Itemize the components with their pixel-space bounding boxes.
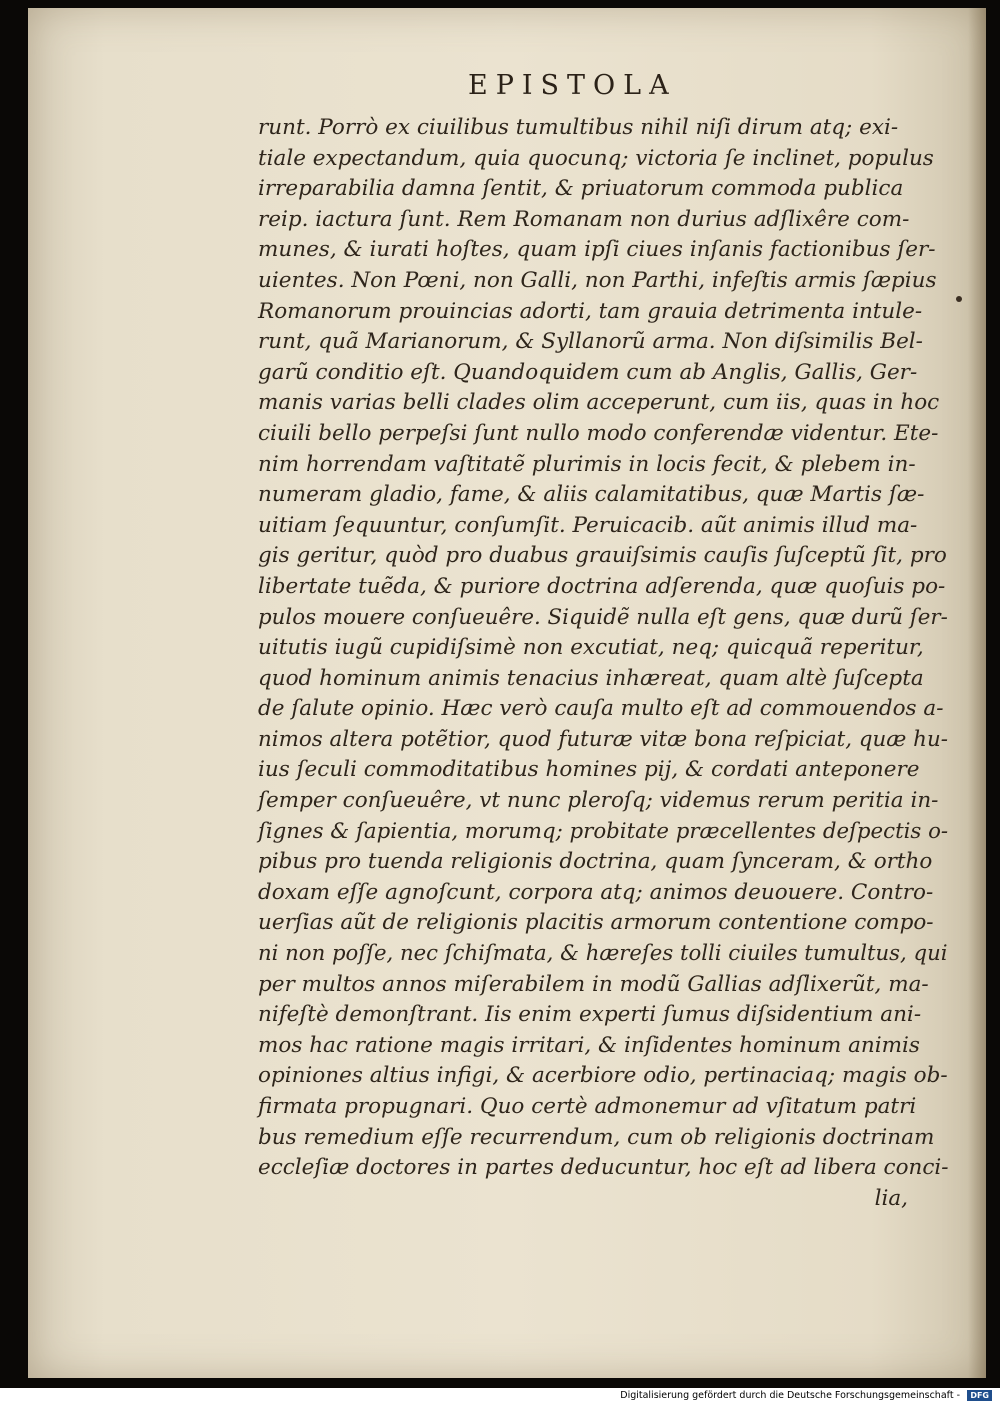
text-line: quod hominum animis tenacius inhæreat, quam altè ſuſcepta — [258, 665, 924, 691]
text-line: uitiam ſequuntur, conſumſit. Peruicacib. aũt animis illud ma- — [258, 512, 918, 538]
running-title: EPISTOLA — [468, 70, 677, 101]
text-line: munes, & iurati hoſtes, quam ipſi ciues inſanis factionibus ſer- — [258, 237, 936, 263]
book-page — [28, 8, 986, 1378]
funding-credit: Digitalisierung gefördert durch die Deutsche Forschungsgemeinschaft - — [620, 1390, 960, 1401]
text-line: ciuili bello perpeſsi ſunt nullo modo conferendæ videntur. Ete- — [258, 420, 939, 446]
text-line: de ſalute opinio. Hæc verò cauſa multo eſt ad commouendos a- — [258, 696, 944, 722]
text-line: libertate tuẽda, & puriore doctrina adſerenda, quæ quoſuis po- — [258, 573, 946, 599]
text-line: mos hac ratione magis irritari, & inſidentes hominum animis — [258, 1032, 920, 1058]
text-line: runt, quã Marianorum, & Syllanorũ arma. Non diſsimilis Bel- — [258, 329, 923, 355]
text-line: ſemper conſueuêre, vt nunc pleroſq; videmus rerum peritia in- — [258, 788, 939, 814]
ink-spot — [956, 296, 962, 302]
text-line: gis geritur, quòd pro duabus grauiſsimis cauſis ſuſceptũ ſit, pro — [258, 543, 947, 569]
digitization-footer — [0, 1388, 1000, 1404]
text-line: ſignes & ſapientia, morumq; probitate præcellentes deſpectis o- — [258, 818, 949, 844]
text-line: irreparabilia damna ſentit, & priuatorum commoda publica — [258, 176, 904, 202]
text-line: manis varias belli clades olim acceperunt, cum iis, quas in hoc — [258, 390, 940, 416]
body-text-block — [258, 113, 948, 1214]
text-line: garũ conditio eſt. Quandoquidem cum ab Anglis, Gallis, Ger- — [258, 359, 918, 385]
text-line: uitutis iugũ cupidiſsimè non excutiat, neq; quicquã reperitur, — [258, 635, 924, 661]
text-line: nimos altera potẽtior, quod futuræ vitæ bona reſpiciat, quæ hu- — [258, 726, 948, 752]
text-line: per multos annos miſerabilem in modũ Gallias adſlixerũt, ma- — [258, 971, 929, 997]
text-line: runt. Porrò ex ciuilibus tumultibus nihil niſi dirum atq; exi- — [258, 115, 899, 140]
text-line: nifeſtè demonſtrant. Iis enim experti ſumus diſsidentium ani- — [258, 1002, 922, 1028]
text-line: pibus pro tuenda religionis doctrina, quam ſynceram, & ortho — [258, 849, 933, 875]
text-line: pulos mouere conſueuêre. Siquidẽ nulla eſt gens, quæ durũ ſer- — [258, 604, 948, 630]
page-edge-shadow — [968, 8, 986, 1378]
text-line: Romanorum prouincias adorti, tam grauia detrimenta intule- — [258, 298, 923, 324]
text-line: ius ſeculi commoditatibus homines pij, & cordati anteponere — [258, 757, 920, 783]
text-line: opiniones altius infigi, & acerbiore odio, pertinaciaq; magis ob- — [258, 1063, 948, 1089]
text-line: numeram gladio, fame, & aliis calamitatibus, quæ Martis ſæ- — [258, 482, 925, 508]
text-line: uientes. Non Pœni, non Galli, non Parthi, infeſtis armis ſæpius — [258, 267, 937, 293]
text-line: uerſias aũt de religionis placitis armorum contentione compo- — [258, 910, 934, 936]
catchword: lia, — [874, 1185, 908, 1211]
text-line: ni non poſſe, nec ſchiſmata, & hæreſes tolli ciuiles tumultus, qui — [258, 941, 948, 967]
text-line: firmata propugnari. Quo certè admonemur ad vſitatum patri — [258, 1094, 917, 1119]
text-line: doxam eſſe agnoſcunt, corpora atq; animos deuouere. Contro- — [258, 879, 934, 905]
text-line: nim horrendam vaſtitatẽ plurimis in locis fecit, & plebem in- — [258, 451, 916, 477]
text-line: eccleſiæ doctores in partes deducuntur, hoc eſt ad libera conci- — [258, 1155, 949, 1181]
text-line: bus remedium eſſe recurrendum, cum ob religionis doctrinam — [258, 1124, 935, 1150]
dfg-logo: DFG — [967, 1390, 992, 1401]
text-line: tiale expectandum, quia quocunq; victoria ſe inclinet, populus — [258, 145, 934, 171]
text-line: reip. iactura ſunt. Rem Romanam non durius adſlixêre com- — [258, 206, 910, 232]
